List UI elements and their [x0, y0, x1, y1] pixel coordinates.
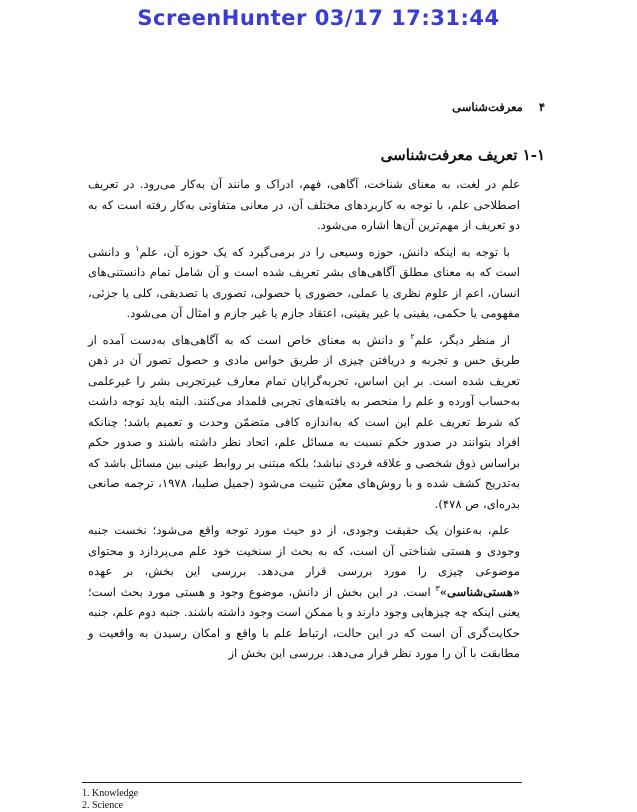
banner-app-name: ScreenHunter [137, 6, 307, 30]
paragraph-4 [88, 520, 520, 664]
paragraph-3-start: از منظر دیگر، علم [414, 332, 510, 347]
footnote-ref-2: ۲ [410, 331, 415, 341]
footnote-ref-1: ۱ [135, 243, 140, 253]
paragraph-4-rest: است. در این بخش از دانش، موضوع وجود و هستی مورد بحث است؛ یعنی اینکه چه چیزهایی وجود دارند و یا ممکن است وجود داشته باشند. جنبه دوم علم، جنبه حکایت‌گری آن است که در این حالت، ارتباط علم با واقع و امکان رسیدن به واقعیت و مطابقت با آن را مورد نظر قرار می‌دهد. بررسی این بخش از [88, 584, 520, 660]
paragraph-2 [88, 242, 520, 324]
footnote-ref-3: ۳ [435, 583, 440, 593]
paragraph-2-start: با توجه به اینکه دانش، حوزه وسیعی را در برمی‌گیرد که یک حوزه آن، علم [139, 244, 511, 259]
paragraph-2-rest: و دانشی است که به معنای مطلق آگاهی‌های بشر تعریف شده است و آن شامل تمام دانستنی‌های انسان، اعم از علوم نظری یا عملی، حضوری یا حصولی، تصوری یا تصدیقی، کلی یا جزئی، مفهومی یا حکمی، یقینی یا غیر یقینی، اعتقاد جازم یا غیر جازم و امثال آن می‌شود. [88, 244, 520, 320]
running-title: معرفت‌شناسی [452, 100, 523, 114]
screenhunter-banner [0, 6, 637, 30]
paragraph-3-rest: و دانش به معنای خاص است که به آگاهی‌های به‌دست آمده از طریق حس و تجربه و دریافتن چیزی از طریق حواس مادی و حصول تصور آن در ذهن تعریف شده است. بر این اساس، تجربه‌گرایان تمام معارف غیرتجربی بشر را غیرعلمی به‌حساب آورده و علم را منحصر به یافته‌های تجربی قلمداد می‌کنند. البته باید توجه داشت که شرط تعریف علم این است که به‌اندازه کافی متضمّن وحدت و تعمیم باشد؛ چنانکه افراد بتوانند در صدور حکم نسبت به مسائل علم، اتحاد نظر داشته باشند و صدور حکم براساس ذوق شخصی و علاقه فردی نباشد؛ بلکه مبتنی بر روابط عینی بین مسائل باشد که به‌تدریج کشف شده و با روش‌های معیّن تثبیت می‌شود (جمیل صلیبا، ۱۹۷۸، ترجمه صانعی بدره‌ای، ص ۴۷۸). [88, 332, 520, 511]
page-header [452, 100, 545, 114]
body-text [88, 174, 520, 670]
footnote-2: 2. Science [82, 800, 124, 811]
footnotes [82, 788, 138, 812]
paragraph-1: علم در لغت، به معنای شناخت، آگاهی، فهم، ادراک و مانند آن به‌کار می‌رود. در تعریف اصطلاحی علم، با توجه به کاربردهای مختلف آن، در معانی متفاوتی به‌کار رفته است که به دو تعریف از مهم‌ترین آن‌ها اشاره می‌شود. [88, 177, 520, 232]
page-number: ۴ [538, 100, 545, 114]
ontology-term: «هستی‌شناسی» [439, 584, 520, 599]
section-title: ۱-۱ تعریف معرفت‌شناسی [380, 146, 545, 164]
paragraph-4-start: علم، به‌عنوان یک حقیقت وجودی، از دو حیث مورد توجه واقع می‌شود؛ نخست جنبه وجودی و هستی شناختی آن است، که به بحث از سنخیت خود علم می‌پردازد و محتوای موضوعی چیزی را مورد بررسی قرار می‌دهد. بررسی این بخش، بر عهده [88, 523, 520, 578]
paragraph-3 [88, 330, 520, 515]
footnote-divider [82, 782, 522, 783]
banner-timestamp: 03/17 17:31:44 [314, 6, 500, 30]
footnote-1: 1. Knowledge [82, 788, 139, 799]
